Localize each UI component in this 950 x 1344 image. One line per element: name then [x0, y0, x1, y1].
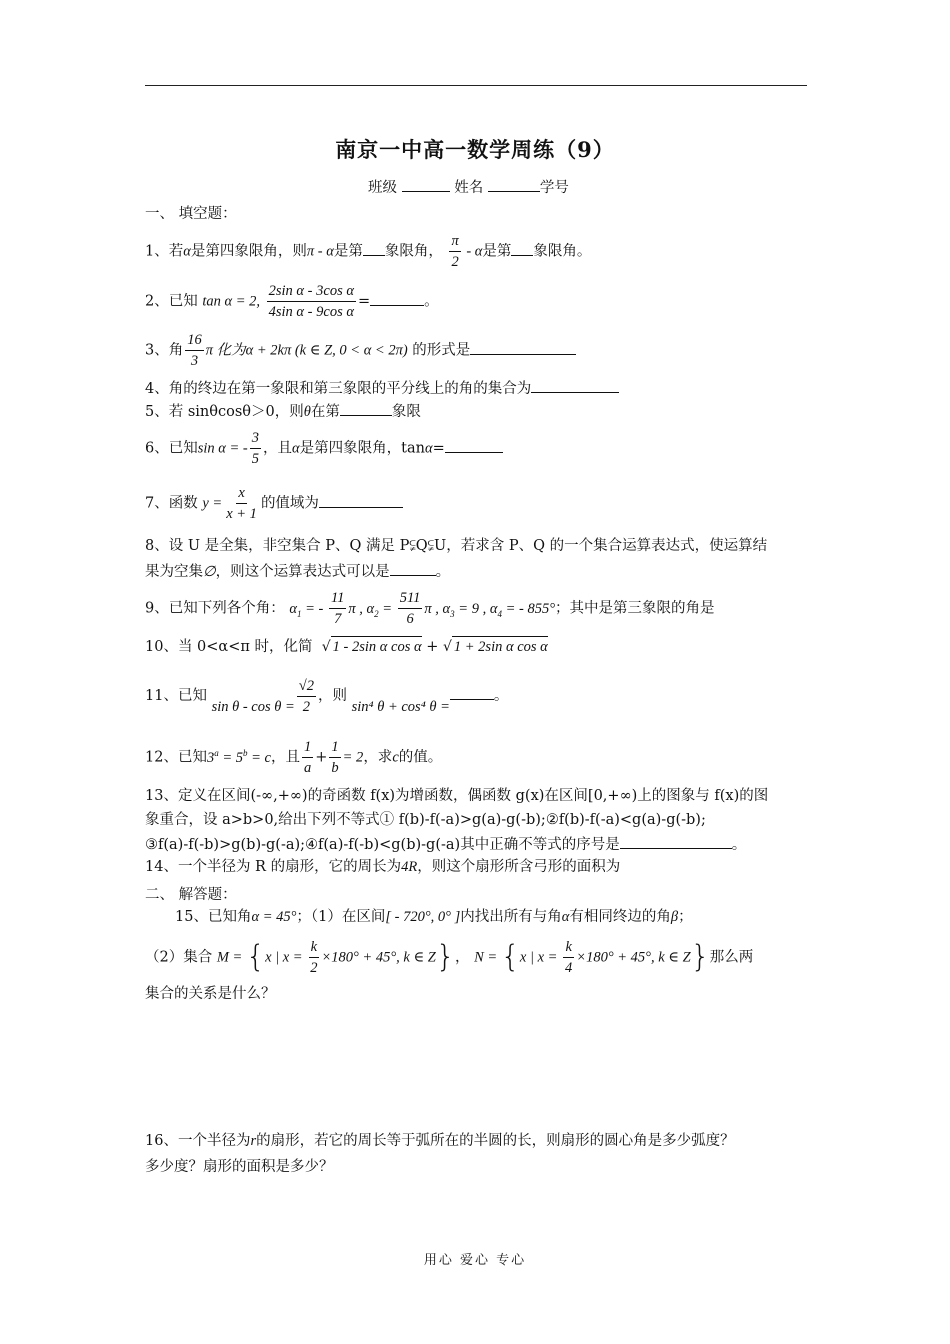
question-2: 2、已知 tan α = 2, $\frac{\text{2sin α - 3cos α}}{\text{4sin α - 9cos α}}$ = 。: [145, 283, 439, 320]
student-info: [368, 177, 569, 198]
q7-blank[interactable]: [319, 493, 403, 508]
section-fill-in: 一、 填空题：: [145, 206, 237, 222]
question-6: 6、已知sin α = - $\frac{3}{5}$ ，且α是第四象限角，tanα=: [145, 428, 503, 469]
q4-blank[interactable]: [531, 378, 619, 393]
question-16-line-1: 16、一个半径为r的扇形，若它的周长等于弧所在的半圆的长，则扇形的圆心角是多少弧度？: [145, 1133, 735, 1149]
name-blank[interactable]: [488, 177, 540, 192]
top-rule: [145, 85, 807, 86]
name-label: 姓名: [454, 180, 484, 196]
id-label: 学号: [539, 180, 569, 196]
question-13-line-2: 象重合，设 a>b>0,给出下列不等式① f(b)-f(-a)>g(a)-g(-b);②f(b)-f(-a)<g(a)-g(-b);: [145, 812, 706, 828]
page-footer: 用心 爱心 专心: [423, 1253, 527, 1268]
q3-blank[interactable]: [470, 340, 576, 355]
question-4: 4、角的终边在第一象限和第三象限的平分线上的角的集合为: [145, 378, 619, 399]
question-12: 12、已知$3^a = 5^b = c$，且 $\frac{1}{a}$ + $\frac{1}{b}$ = 2，求c的值。: [145, 739, 443, 776]
question-15-line-3: 集合的关系是什么？: [145, 986, 276, 1002]
q1-blank-2[interactable]: [511, 241, 533, 256]
question-1: 1、若α是第四象限角，则π - α是第 象限角， $\frac{\pi}{2}$ - α是第 象限角。: [145, 233, 592, 270]
question-8-line-2: 果为空集∅，则这个运算表达式可以是 。: [145, 561, 450, 582]
question-16-line-2: 多少度？扇形的面积是多少？: [145, 1159, 334, 1175]
q11-blank[interactable]: [450, 685, 494, 700]
class-label: 班级: [368, 180, 397, 196]
q8-blank[interactable]: [390, 561, 436, 576]
question-3: 3、角 $\frac{16}{3}$ π 化为α + 2kπ (k ∈ Z, 0 < α < 2π) 的形式是: [145, 330, 576, 371]
q1-blank-1[interactable]: [363, 241, 385, 256]
question-15-line-1: 15、已知角α = 45°；（1）在区间[ - 720°, 0° ]内找出所有与角α有相同终边的角β；: [175, 909, 693, 925]
question-10: 10、当 0<α<π 时，化简 √ 1 - 2sin α cos α + √ 1 + 2sin α cos α: [145, 636, 548, 657]
q5-blank[interactable]: [340, 401, 392, 416]
question-14: 14、一个半径为 R 的扇形，它的周长为4R，则这个扇形所含弓形的面积为: [145, 859, 621, 875]
question-7: 7、函数 y = $\frac{x}{x + 1}$ 的值域为: [145, 483, 403, 524]
question-13-line-1: 13、定义在区间(-∞,+∞)的奇函数 f(x)为增函数，偶函数 g(x)在区间[0,+∞)上的图象与 f(x)的图: [145, 788, 769, 804]
question-8-line-1: 8、设 U 是全集，非空集合 P、Q 满足 P⫋Q⫋U，若求含 P、Q 的一个集合运算表达式，使运算结: [145, 538, 768, 554]
question-5: 5、若 sinθcosθ＞0，则θ在第 象限: [145, 401, 421, 422]
page-title: 南京一中高一数学周练（9）: [335, 137, 615, 162]
q13-blank[interactable]: [620, 834, 732, 849]
q2-blank[interactable]: [370, 291, 424, 306]
question-9: 9、已知下列各个角： $\alpha_1$ = - $\frac{11}{7}$ π , $\alpha_2$ = $\frac{511}{6}$ π , $\alpha_3 = 9$ , $\alpha_4$ = - 855°；其中是第三象限的角是: [145, 590, 715, 627]
question-13-line-3: ③f(a)-f(-b)>g(b)-g(-a);④f(a)-f(-b)<g(b)-g(-a)其中正确不等式的序号是 。: [145, 834, 746, 855]
question-11: 11、已知 sin θ - cos θ = $\frac{√2}{2}$ ，则 sin⁴ θ + cos⁴ θ =。: [145, 677, 509, 715]
class-blank[interactable]: [402, 177, 450, 192]
section-answer: 二、 解答题：: [145, 887, 237, 903]
question-15-line-2: （2）集合 M = {x | x = $\frac{k}{2}$ ×180° + 45°, k ∈ Z}， N = {x | x = $\frac{k}{4}$ ×180° + 45°, k ∈ Z}那么两: [145, 939, 754, 976]
q6-blank[interactable]: [445, 438, 503, 453]
